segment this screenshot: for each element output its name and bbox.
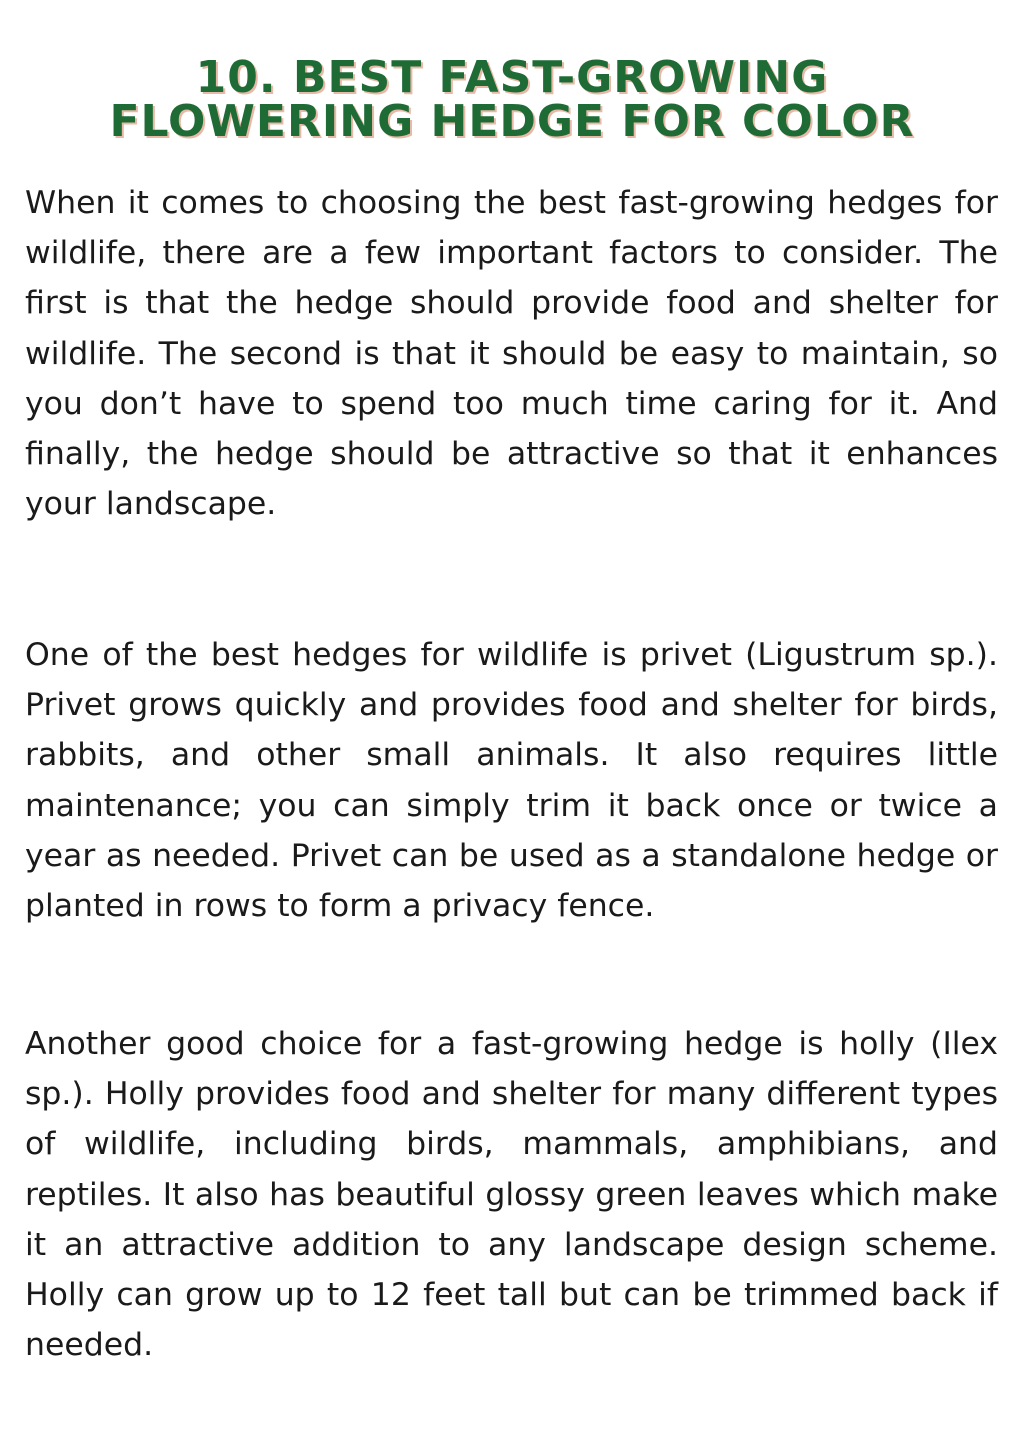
paragraph-intro: When it comes to choosing the best fast-growing hedges for wildlife, there are a few important factors to consider. The first is that the hedge should provide food and shelter for wildlife. The second is that it should be easy to maintain, so you don’t have to spend too much time caring for it. And finally, the hedge should be attractive so that it enhances your landscape. xyxy=(25,185,998,523)
page-title xyxy=(0,52,1024,147)
paragraph-holly: Another good choice for a fast-growing hedge is holly (Ilex sp.). Holly provides food and shelter for many different types of wildlife, including birds, mammals, amphibians, and reptiles. It also has beautiful glossy green leaves which make it an attractive addition to any landscape design scheme. Holly can grow up to 12 feet tall but can be trimmed back if needed. xyxy=(25,1026,998,1364)
paragraph-privet: One of the best hedges for wildlife is privet (Ligustrum sp.). Privet grows quickly and provides food and shelter for birds, rabbits, and other small animals. It also requires little maintenance; you can simply trim it back once or twice a year as needed. Privet can be used as a standalone hedge or planted in rows to form a privacy fence. xyxy=(25,637,998,925)
page-title-line-1: 10. BEST FAST-GROWING xyxy=(195,52,829,103)
page-title-line-2: FLOWERING HEDGE FOR COLOR xyxy=(109,96,915,147)
